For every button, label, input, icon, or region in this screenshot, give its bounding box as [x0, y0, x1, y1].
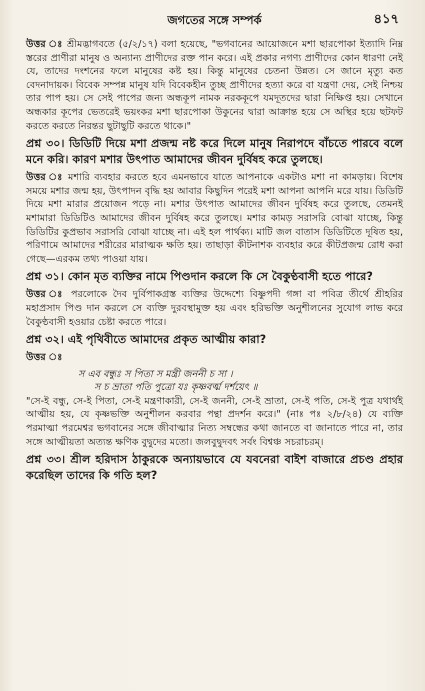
question-30: প্রশ্ন ৩০। ডিডিটি দিয়ে মশা প্রজন্ম নষ্ট করে দিলে মানুষ নিরাপদে বাঁচতে পারবে বলে মনে করি। কারণ মশার উৎপাত আমাদের জীবন দুর্বিষহ করে তুলছে।: [26, 137, 403, 167]
question-32: প্রশ্ন ৩২। এই পৃথিবীতে আমাদের প্রকৃত আত্মীয় কারা?: [26, 333, 267, 347]
answer-paragraph-2: [26, 171, 403, 266]
answer-text-1: শ্রীমদ্ভাগবতে (৫/২/১৭) বলা হয়েছে, "ভগবানের আয়োজনে মশা ছারপোকা ইত্যাদি নিম্ন স্তরের প্রাণীরা মানুষ ও অন্যান্য প্রাণীদের রক্ত পান করে। এই প্রকার নগণ্য প্রাণীদের কোন ধারণা নেই যে, তাদের দংশনের ফলে মানুষের কষ্ট হয়। কিন্তু মানুষের চেতনা উন্নত। সে জানে মৃত্যু কত বেদনাদায়ক। বিবেক সম্পন্ন মানুষ যদি বিবেকহীন তুচ্ছ প্রাণীদের হত্যা করে বা যন্ত্রণা দেয়, সেই নিশ্চয় তার পাপ হয়। সে সেই পাপের জন্য অন্ধকূপ নামক নরককূপে যমদূতদের দ্বারা নিক্ষিপ্ত হয়। সেখানে অন্ধকার কূপের ভেতরেই ভয়ংকর মশা ছারপোকা উকুনের দ্বারা আক্রান্ত হয়ে সে অস্থির হয়ে ছটফট করতে করতে নিরন্তর ছুটাছুটি করতে থাকে।": [26, 39, 403, 132]
answer-label: উত্তর ঃ: [26, 39, 64, 50]
sanskrit-verse-line-2: স চ ভ্রাতা পতি পুত্রো যঃ কৃষ্ণবর্ত্ম দর্শয়েৎ ॥: [94, 382, 258, 394]
answer-paragraph-4: "সে-ই বন্ধু, সে-ই পিতা, সে-ই মন্ত্রণাকারী, সে-ই জননী, সে-ই ভ্রাতা, সে-ই পতি, সে-ই পুত্র যথার্থই আত্মীয় হয়, যে কৃষ্ণভক্তি অনুশীলন করবার পন্থা প্রদর্শন করে।" (নাঃ পঃ ২/৮/২৪) যে ব্যক্তি পরমাত্মা পরমেশ্বর ভগবানের সঙ্গে জীবাত্মার নিত্য সম্বন্ধের কথা জানতে বা জানাতে পারে না, তার সঙ্গে আত্মীয়তা অত্যন্ত ক্ষণিক বুদ্বুদের মতো। জলবুদ্বুদবৎ সর্বং বিশ্বঞ্চ সচরাচরম্।: [26, 395, 403, 448]
sanskrit-verse-line-1: স এব বন্ধুঃ স পিতা স মন্ত্রী জননী চ সা ।: [78, 368, 233, 380]
answer-label: উত্তর ঃ: [26, 172, 64, 184]
question-31: প্রশ্ন ৩১। কোন মৃত ব্যক্তির নামে পিণ্ডদান করলে কি সে বৈকুণ্ঠবাসী হতে পারে?: [26, 270, 373, 284]
answer-paragraph-1: [26, 38, 403, 133]
answer-label: উত্তর ঃ: [26, 289, 66, 301]
answer-text-2: মশারি ব্যবহার করতে হবে এমনভাবে যাতে আপনাকে একটাও মশা না কামড়ায়। বিশেষ সময়ে মশার জন্ম হয়, উৎপাদন বৃদ্ধি হয় আবার কিছুদিন পরেই মশা আপনা আপনি মরে যায়। ডিডিটি দিয়ে মশা মারার প্রয়োজন পড়ে না। মশার উৎপাত আমাদের জীবন দুর্বিষহ করে তুলছে, তেমনই মশামারা ডিডিটিও আমাদের জীবন দুর্বিষহ করে তুলছে। মশার কামড় সরাসরি বোঝা যাচ্ছে, কিন্তু ডিডিটির কুপ্রভাব সরাসরি বোঝা যাচ্ছে না। এই হল পার্থক্য। মাটি জল বাতাস ডিডিটিতে দূষিত হয়, পরিণামে আমাদের শরীরের মারাত্মক ক্ষতি হয়। তাছাড়া কীটনাশক ব্যবহার করে কীটপ্রজন্ম রোধ করা গেছে—এরকম তথ্য পাওয়া যায়।: [26, 172, 403, 265]
question-33: প্রশ্ন ৩৩। শ্রীল হরিদাস ঠাকুরকে অন্যায়ভাবে যে যবনেরা বাইশ বাজারে প্রচণ্ড প্রহার করেছিল তাদের কি গতি হল?: [26, 453, 403, 483]
page-number: ৪১৭: [373, 12, 399, 27]
answer-head-32: [26, 351, 403, 368]
running-title: জগতের সঙ্গে সম্পর্ক: [167, 13, 262, 27]
answer-text-3: পরলোকে দৈব দুর্বিপাকগ্রস্ত ব্যক্তির উদ্দেশ্যে বিষ্ণুপদী গঙ্গা বা পবিত্র তীর্থে শ্রীহরির মহাপ্রসাদ পিণ্ড দান করলে সে ব্যক্তি দুরবস্থামুক্ত হয় এবং হরিভক্তি অনুশীলনের সুযোগ লাভ করে বৈকুণ্ঠবাসী হওয়ার চেষ্টা করতে পারে।: [26, 289, 403, 328]
answer-paragraph-3: [26, 288, 403, 329]
answer-label: উত্তর ঃ: [26, 352, 63, 364]
page-header: [26, 10, 403, 32]
